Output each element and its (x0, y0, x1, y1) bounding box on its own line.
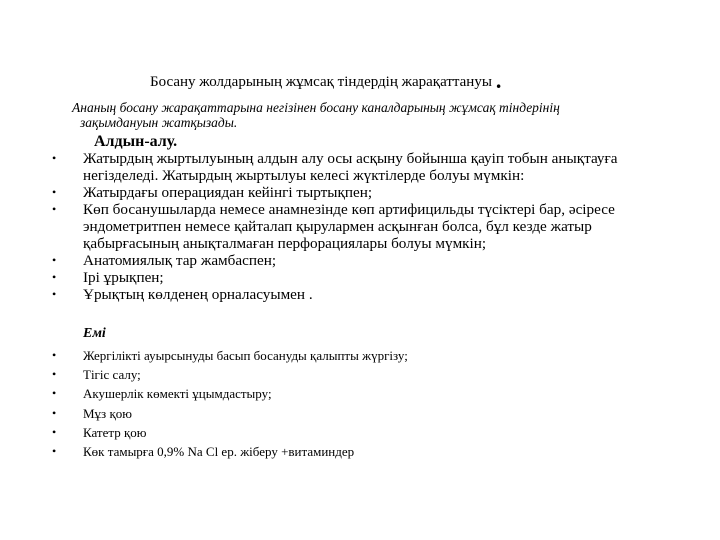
intro-line-2: зақымдануын жатқызады. (80, 115, 238, 130)
bullet-icon: • (52, 270, 57, 284)
list-item-line: негізделеді. Жатырдың жыртылуы келесі жүктілерде болуы мүмкін: (83, 167, 525, 184)
list-item-line: Көп босанушыларда немесе анамнезінде көп артифицильды түсіктері бар, әсіресе (83, 201, 615, 218)
slide-title (150, 66, 501, 92)
bullet-icon: • (52, 424, 57, 439)
list-item (52, 346, 692, 365)
list-item (52, 404, 692, 423)
list-item-line: Жатырдағы операциядан кейінгі тыртықпен; (83, 184, 373, 201)
list-item (52, 150, 692, 184)
list-item (52, 252, 692, 269)
list-item-line: Ұрықтың көлденең орналасуымен . (83, 286, 313, 303)
treatment-heading: Емі (83, 326, 106, 341)
list-item-line: эндометритпен немесе қайталап қырулармен асқынған болса, бұл кезде жатыр (83, 218, 592, 235)
list-item-text: Көк тамырға 0,9% Na Cl ер. жіберу +витаминдер (83, 444, 355, 460)
list-item-text: Акушерлік көмекті ұцымдастыру; (83, 386, 272, 402)
treatment-list (52, 346, 692, 461)
list-item-line: қабырғасының анықталмаған перфорациялары болуы мүмкін; (83, 235, 487, 252)
slide-title-text: Босану жолдарының жұмсақ тіндердің жарақаттануы (150, 74, 492, 90)
list-item (52, 201, 692, 252)
bullet-icon: • (52, 151, 57, 165)
list-item (52, 442, 692, 461)
prevention-list (52, 150, 692, 303)
intro-paragraph (72, 100, 680, 130)
bullet-icon: • (52, 185, 57, 199)
prevention-heading: Алдын-алу. (94, 133, 178, 150)
bullet-icon: • (52, 202, 57, 216)
list-item-text: Жергілікті ауырсынуды басып босануды қалыпты жүргізу; (83, 348, 408, 363)
slide-title-dot: . (495, 68, 502, 93)
list-item (52, 384, 692, 403)
list-item-text: Катетр қою (83, 424, 147, 440)
bullet-icon: • (52, 253, 57, 267)
list-item (52, 184, 692, 201)
bullet-icon: • (52, 367, 57, 382)
list-item (52, 286, 692, 303)
list-item-line: Анатомиялық тар жамбаспен; (83, 252, 277, 269)
list-item (52, 423, 692, 442)
bullet-icon: • (52, 386, 57, 401)
bullet-icon: • (52, 348, 57, 362)
bullet-icon: • (52, 287, 57, 301)
list-item-line: Жатырдың жыртылуының алдын алу осы асқыну бойынша қауіп тобын анықтауға (83, 150, 618, 167)
list-item (52, 365, 692, 384)
list-item-text: Мұз қою (83, 405, 132, 421)
list-item (52, 269, 692, 286)
list-item-text: Тігіс салу; (83, 367, 141, 383)
list-item-line: Ірі ұрықпен; (83, 269, 164, 286)
bullet-icon: • (52, 405, 57, 420)
bullet-icon: • (52, 444, 57, 459)
intro-line-1: Ананың босану жарақаттарына негізінен босану каналдарының жұмсақ тіндерінің (72, 100, 560, 115)
